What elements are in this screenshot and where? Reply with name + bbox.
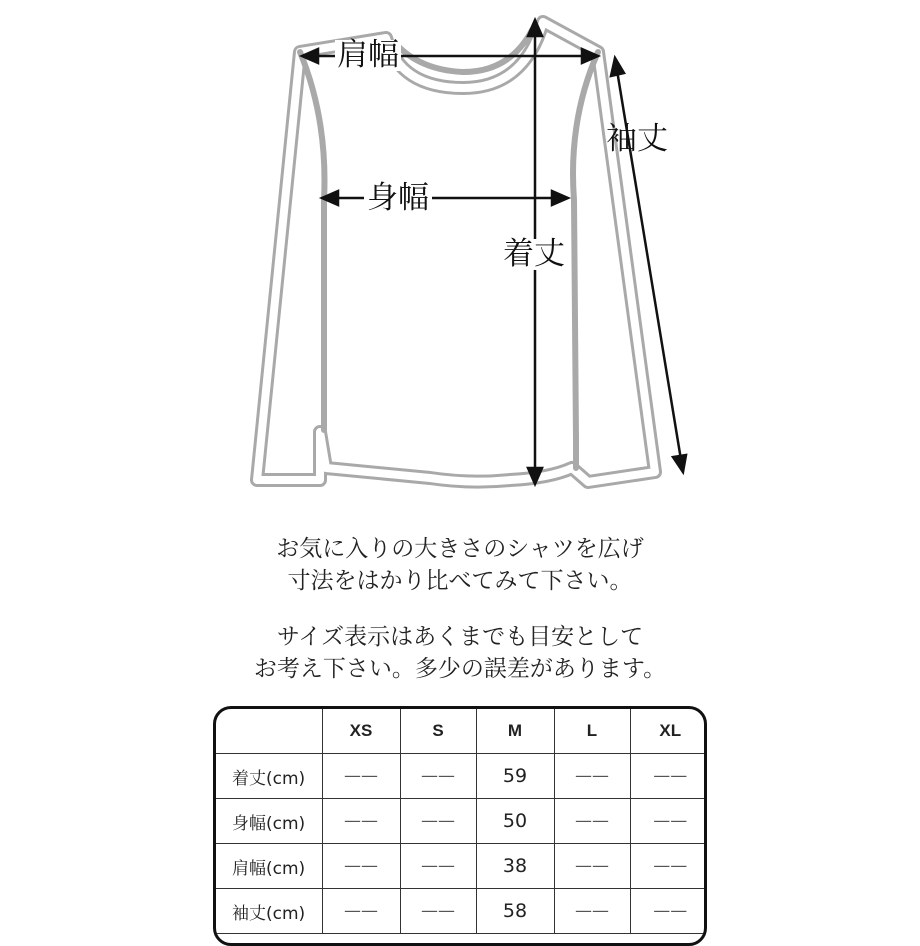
table-cell: —— bbox=[554, 754, 630, 799]
table-cell: —— bbox=[322, 889, 400, 934]
table-row-body-width bbox=[216, 799, 707, 844]
table-row-length bbox=[216, 754, 707, 799]
table-cell: —— bbox=[630, 754, 707, 799]
body-width-label: 身幅 bbox=[364, 183, 432, 214]
sleeve-label: 袖丈 bbox=[606, 121, 668, 157]
shoulder-label: 肩幅 bbox=[337, 37, 399, 73]
table-corner-cell bbox=[216, 709, 322, 754]
left-sleeve-seam bbox=[300, 52, 325, 430]
size-header-l: L bbox=[554, 709, 630, 754]
table-header-row bbox=[216, 709, 707, 754]
table-cell: —— bbox=[400, 844, 476, 889]
instruction-line-1: お気に入りの大きさのシャツを広げ bbox=[276, 536, 644, 562]
size-table bbox=[216, 709, 707, 934]
table-cell: —— bbox=[630, 844, 707, 889]
size-header-m: M bbox=[476, 709, 554, 754]
table-cell: —— bbox=[400, 799, 476, 844]
table-cell: —— bbox=[554, 799, 630, 844]
row-label-sleeve: 袖丈(cm) bbox=[216, 889, 322, 934]
right-sleeve-seam bbox=[573, 52, 598, 468]
table-cell: —— bbox=[322, 799, 400, 844]
table-cell: —— bbox=[322, 754, 400, 799]
table-cell: —— bbox=[554, 889, 630, 934]
disclaimer-line-2: お考え下さい。多少の誤差があります。 bbox=[253, 656, 667, 682]
table-cell: 59 bbox=[476, 754, 554, 799]
table-cell: —— bbox=[400, 889, 476, 934]
table-cell: —— bbox=[630, 799, 707, 844]
length-label: 着丈 bbox=[503, 236, 565, 272]
size-header-xl: XL bbox=[630, 709, 707, 754]
table-row-sleeve bbox=[216, 889, 707, 934]
table-cell: —— bbox=[400, 754, 476, 799]
table-cell: 38 bbox=[476, 844, 554, 889]
disclaimer-line-1: サイズ表示はあくまでも目安として bbox=[276, 624, 644, 650]
table-cell: 58 bbox=[476, 889, 554, 934]
size-chart bbox=[213, 706, 707, 946]
row-label-body-width: 身幅(cm) bbox=[216, 799, 322, 844]
sleeve-arrow-top bbox=[611, 58, 624, 76]
size-header-s: S bbox=[400, 709, 476, 754]
instruction-line-2: 寸法をはかり比べてみて下さい。 bbox=[287, 568, 633, 594]
sleeve-arrow-bottom bbox=[673, 455, 686, 472]
measure-instructions bbox=[0, 533, 920, 597]
table-cell: —— bbox=[322, 844, 400, 889]
table-row-shoulder bbox=[216, 844, 707, 889]
size-disclaimer bbox=[0, 621, 920, 685]
row-label-length: 着丈(cm) bbox=[216, 754, 322, 799]
body-width-arrow-right bbox=[552, 191, 568, 205]
row-label-shoulder: 肩幅(cm) bbox=[216, 844, 322, 889]
table-cell: —— bbox=[554, 844, 630, 889]
table-cell: —— bbox=[630, 889, 707, 934]
size-header-xs: XS bbox=[322, 709, 400, 754]
table-cell: 50 bbox=[476, 799, 554, 844]
